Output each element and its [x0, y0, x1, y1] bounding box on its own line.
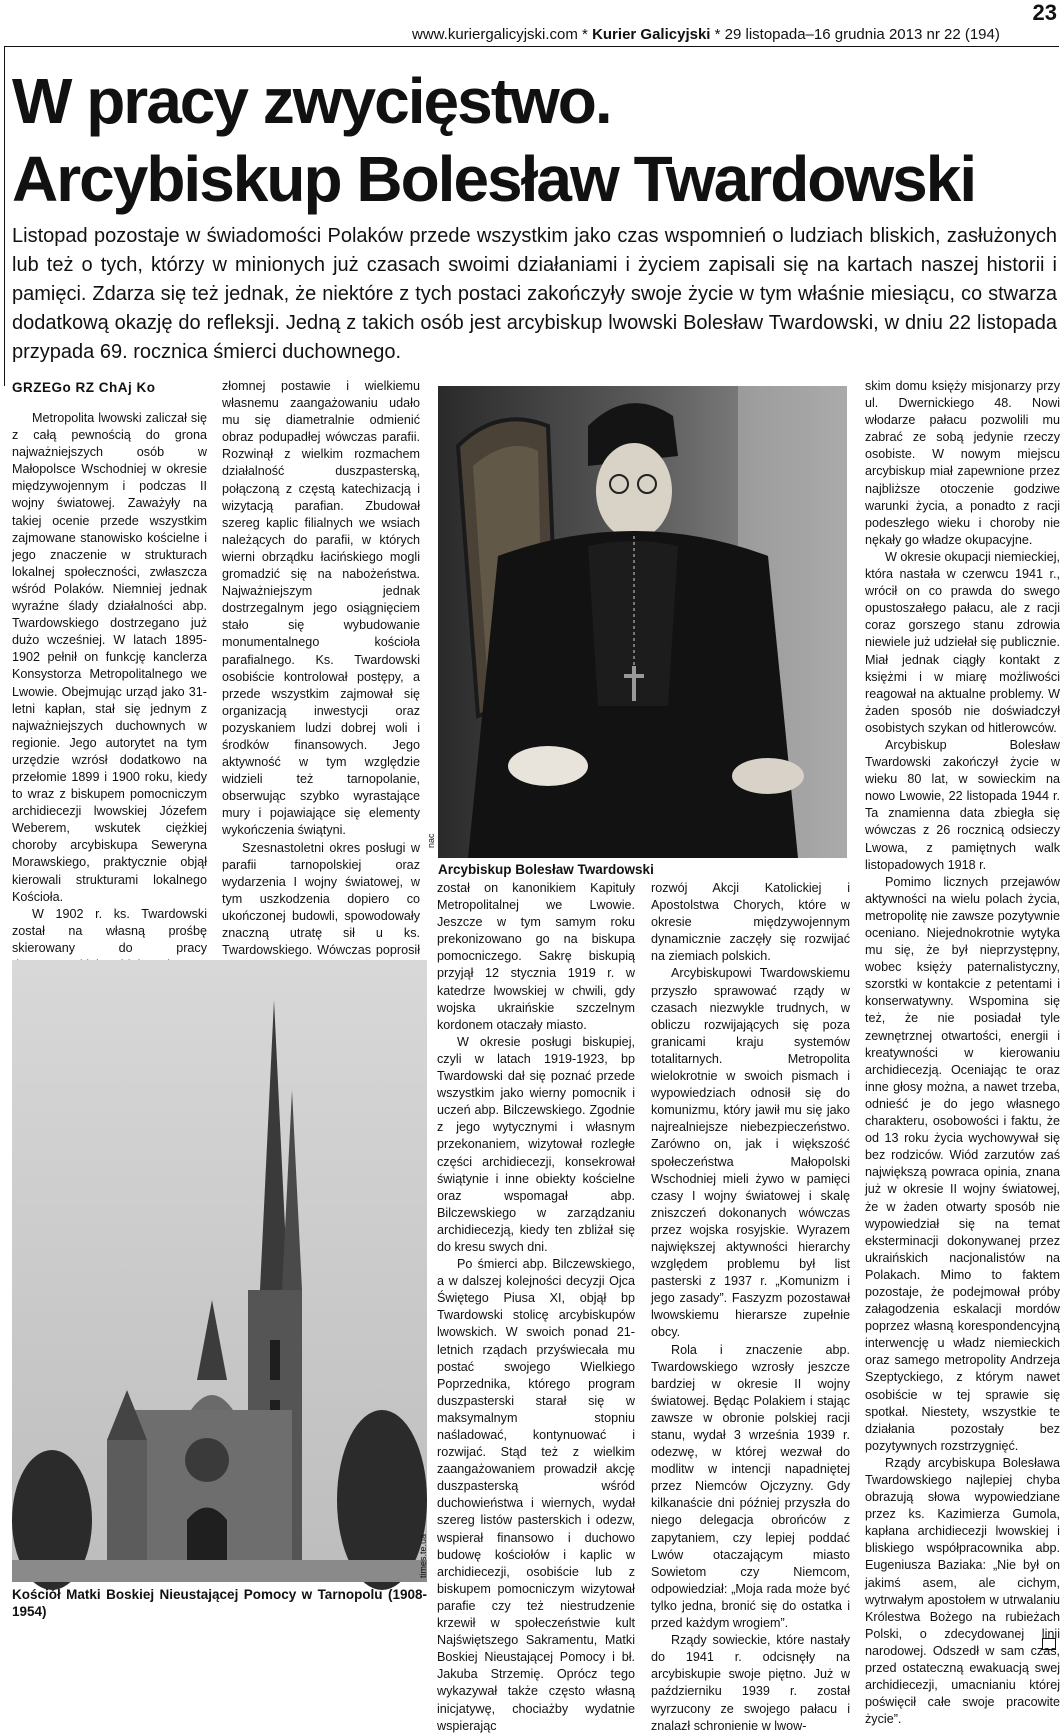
end-of-article-mark: [1042, 1638, 1056, 1650]
text-column-3: [437, 880, 635, 1733]
author-byline: GRZEGo RZ ChAj Ko: [12, 380, 156, 395]
paragraph: W 1902 r. ks. Twardowski został na własną prośbę skierowany do pracy: [12, 906, 207, 955]
header-issue: * 29 listopada–16 grudnia 2013 nr 22 (194): [710, 26, 1000, 43]
archbishop-portrait-photo: [438, 386, 847, 858]
paragraph: skim domu księży misjonarzy przy ul. Dwernickiego 48. Nowi włodarze pałacu pozwolili mu zabrać ze sobą jedynie rzeczy osobiste. W nowym miejscu arcybiskup miał zapewnione przez najbliższe otoczenie godziwe warunki życia, a ponadto z racji podeszłego wieku i choroby nie nękały go władze okupacyjne.: [865, 379, 1060, 547]
paragraph: Arcybiskupowi Twardowskiemu przyszło sprawować rządy w czasach niezwykle trudnych, w obliczu rozwijających się poza granicami kraju systemów totalitarnych. Metropolita wielokrotnie w swoich pismach i wypowiedziach odnosił się do komunizmu, który jawił mu się jako najrealniejsze niebezpieczeństwo. Zarówno on, jak i większość społeczeństwa Małopolski Wschodniej mieli żywo w pamięci czasy I wojny światowej i skalę zniszczeń dokonanych wówczas przez wojska rosyjskie. Wyrazem największej aktywności hierarchy względem problemu był list pasterski z 1937 r. „Komunizm i jego zasady”. Faszyzm pozostawał lwowskiemu hierarsze zupełnie obcy.: [651, 966, 850, 1340]
article-title-line-1: W pracy zwycięstwo.: [12, 65, 611, 137]
left-rule: [4, 46, 5, 386]
paragraph: Rola i znaczenie abp. Twardowskiego wzrosły jeszcze bardziej w okresie II wojny światowej. Będąc Polakiem i stając zawsze w obronie polskiej racji stanu, wydał 3 września 1939 r. odezwę, w której wezwał do modlitw w intencji napadniętej przez Niemców Ojczyzny. Gdy kilkanaście dni później przyszła do niego delegacja obrońców z zapytaniem, czy lepiej poddać Lwów otaczającym miasto Sowietom czy Niemcom, odpowiedział: „Moja rada może być tylko jedna, bronić się do ostatka i przed każdym wrogiem”.: [651, 1342, 850, 1631]
church-caption: Kościół Matki Boskiej Nieustającej Pomocy w Tarnopolu (1908-1954): [12, 1587, 427, 1619]
photo-credit: nac: [426, 833, 436, 848]
article-title-line-2: Arcybiskup Bolesław Twardowski: [12, 143, 976, 215]
page-number: 23: [1032, 0, 1057, 25]
paragraph: Arcybiskup Bolesław Twardowski zakończył życie w wieku 80 lat, w sowieckim na nowo Lwowie, 22 listopada 1944 r. Ta znamienna data zbiegła się wówczas z 26 rocznicą odsieczy Lwowa, z pamiętnych walk listopadowych 1918 r.: [865, 737, 1060, 872]
text-column-1: [12, 410, 207, 955]
article-lead: Listopad pozostaje w świadomości Polaków przede wszystkim jako czas wspomnień o ludziach bliskich, zasłużonych lub też o tych, którzy w minionych już czasach swoimi działaniami i życiem zapisali się na kartach naszej historii i pamięci. Zdarza się też jednak, że niektóre z tych postaci zakończyły swoje życie w tym właśnie miesiącu, co stwarza dodatkową okazję do refleksji. Jedną z takich osób jest arcybiskup lwowski Bolesław Twardowski, w dniu 22 listopada przypada 69. rocznica śmierci duchownego.: [12, 225, 1057, 363]
running-header: [412, 26, 1000, 43]
header-separator: *: [577, 26, 593, 43]
paragraph: rozwój Akcji Katolickiej i Apostolstwa Chorych, które w okresie międzywojennym dynamicznie zaczęły się rozwijać na ziemiach polskich.: [651, 881, 850, 964]
header-rule: [4, 46, 1059, 47]
text-column-4: [651, 880, 850, 1733]
paragraph: Pomimo licznych przejawów aktywności na wielu polach życia, metropolitę nie zawsze pozytywnie oceniano. Niejednokrotnie wytyka mu się, że był nieprzystępny, wobec księży paternalistyczny, szorstki w kontakcie z petentami i konserwatywny. Wspomina się też, że nie posiadał tyle zewnętrznej otwartości, energii i kreatywności w kierowaniu archidiecezją. Oceniając te oraz inne głosy można, a nawet trzeba, odnieść je do jego własnego charakteru, osobowości i faktu, że od 13 roku życia wychowywał się bez rodziców. Wiód zarzutów zaś największą powraca opinia, znana już w okresie II wojny światowej, że w żaden otwarty sposób nie wypowiedział się na temat eksterminacji dokonywanej przez ukraińskich nacjonalistów na Polakach. Mimo to faktem pozostaje, że podejmował próby załagodzenia eskalacji mordów poprzez własną korespondencyjną interwencję u władz niemieckich oraz samego metropolity Andrzeja Szeptyckiego, z którym nawet osobiście w tej sprawie się spotkał. Niestety, wszystkie te działania pozostały bez pozytywnych rozstrzygnięć.: [865, 874, 1060, 1453]
portrait-caption: Arcybiskup Bolesław Twardowski: [438, 862, 654, 877]
paragraph: Rządy sowieckie, które nastały do 1941 r. odcisnęły na arcybiskupie swoje piętno. Już w październiku 1939 r. został wyrzucony ze swojego pałacu i znalazł schronienie w lwow-: [651, 1633, 850, 1733]
header-site: www.kuriergalicyjski.com: [412, 26, 578, 43]
church-illustration: [12, 960, 427, 1582]
paragraph: złomnej postawie i wielkiemu własnemu zaangażowaniu udało mu się diametralnie odmienić obraz podupadłej wówczas parafii. Rozwinął z wielkim rozmachem działalność duszpasterską, połączoną z częstą katechizacją i wizytacją parafian. Zbudował szereg kaplic filialnych we wsiach należących do parafii, w których wierni obrządku łacińskiego mogli gromadzić się na nabożeństwa. Najważniejszym jednak dostrzegalnym jego osiągnięciem stało się wybudowanie monumentalnego kościoła parafialnego. Ks. Twardowski osobiście kontrolował postępy, a przede wszystkim zajmował się organizacją inwestycji oraz pozyskaniem ludzi dobrej woli i środków finansowych. Jego aktywność w tym względzie widzieli też tarnopolanie, obserwując szybko wyrastające mury i pojawiające się elementy wykończenia świątyni.: [222, 379, 420, 838]
paragraph: Po śmierci abp. Bilczewskiego, a w dalszej kolejności decyzji Ojca Świętego Piusa XI, objął bp Twardowski stolicę arcybiskupów lwowskich. W swoich ponad 21-letnich rządach przyświecała mu postać swojego Wielkiego Poprzednika, którego program duszpasterski starał się w maksymalnym stopniu naśladować, kontynuować i rozwijać. Stąd też z wielkim zaangażowaniem prowadził akcję duszpasterską wśród duchowieństwa i wiernych, wydał szereg listów pasterskich i odezw, wspierał finansowo i duchowo budowę kościołów i kaplic w archidiecezji, osobiście lub z biskupem pomocniczym wizytował parafie czy też niestrudzenie krzewił w społeczeństwie kult Najświętszego Sakramentu, Matki Boskiej Nieustającej Pomocy i bł. Jakuba Strzemię. Oprócz tego wykazywał także często własną inicjatywę, chociażby wydatnie wspierając: [437, 1257, 635, 1733]
photo-credit: times.te.ua: [418, 1533, 428, 1578]
portrait-illustration: [438, 386, 847, 858]
paragraph: Metropolita lwowski zaliczał się z całą pewnością do grona najważniejszych osób w Małopolsce Wschodniej w okresie międzywojennym i podczas II wojny światowej. Zaważyły na takiej ocenie przede wszystkim zajmowane stanowisko kościelne i jego znaczenie w strukturach lokalnej społeczności, zwłaszcza wśród Polaków. Niemniej jednak wyraźne ślady działalności abp. Twardowskiego dostrzegano już dużo wcześniej. W latach 1895-1902 pełnił on funkcję kanclerza Konsystorza Metropolitalnego we Lwowie. Obejmując urząd jako 31-letni kapłan, stał się jednym z najważniejszych duchownych w regionie. Jego autorytet na tym urzędzie wzrósł dodatkowo na przełomie 1899 i 1900 roku, kiedy to wraz z biskupem pomocniczym archidiecezji lwowskiej Józefem Weberem, wskutek ciężkiej choroby arcybiskupa Seweryna Morawskiego, praktycznie objął kierowali strukturami lokalnego Kościoła.: [12, 411, 207, 904]
paragraph: W okresie posługi biskupiej, czyli w latach 1919-1923, bp Twardowski dał się poznać przede wszystkim jako wierny pomocnik i uczeń abp. Bilczewskiego. Zgodnie z jego wytycznymi i własnym przekonaniem, wizytował rozległe części archidiecezji, konsekrował świątynie i inne obiekty kościelne oraz wspomagał abp. Bilczewskiego w zarządzaniu archidiecezją, kiedy ten zbliżał się do kresu swych dni.: [437, 1034, 635, 1254]
text-column-5: [865, 378, 1060, 1727]
paragraph: W okresie okupacji niemieckiej, która nastała w czerwcu 1941 r., wrócił on co prawda do swego opustoszałego pałacu, ale z racji coraz gorszego stanu zdrowia niewiele już udziełał się publicznie. Miał jednak ciągły kontakt z księżmi i w miarę możliwości reagował na aktualne problemy. W żaden sposób nie doświadczył osobistych szykan od hitlerowców.: [865, 549, 1060, 735]
header-paper: Kurier Galicyjski: [592, 26, 711, 43]
paragraph: został on kanonikiem Kapituły Metropolitalnej we Lwowie. Jeszcze w tym samym roku prekonizowano go na biskupa pomocniczego. Sakrę biskupią przyjął 12 stycznia 1919 r. w katedrze lwowskiej w chwili, gdy wojska ukraińskie szczelnym kordonem otaczały miasto.: [437, 881, 635, 1032]
text-column-2: [222, 378, 420, 958]
paragraph: Rządy arcybiskupa Bolesława Twardowskiego najlepiej chyba obrazują słowa wypowiedziane przez ks. Kazimierza Gumola, kapłana archidiecezji lwowskiej i bliskiego współpracownika abp. Eugeniusza Baziaka: „Nie był on jakimś asem, ale cichym, wytrwałym apostołem w utrwalaniu Królestwa Bożego na rubieżach Polski, o zdecydowanej linii narodowej. Odszedł w sam czas, przed ostateczną ewakuacją swej archidiecezji, umacnianiu której poświęcił całe swoje pracowite życie”.: [865, 1455, 1060, 1727]
church-photo: [12, 960, 427, 1582]
paragraph: Szesnastoletni okres posługi w parafii tarnopolskiej oraz wydarzenia I wojny światowej, w tym uszkodzenia dopiero co ukończonej budowli, spowodowały znaczną utratę sił u ks. Twardowskiego. Wówczas poprosił: [222, 840, 420, 958]
